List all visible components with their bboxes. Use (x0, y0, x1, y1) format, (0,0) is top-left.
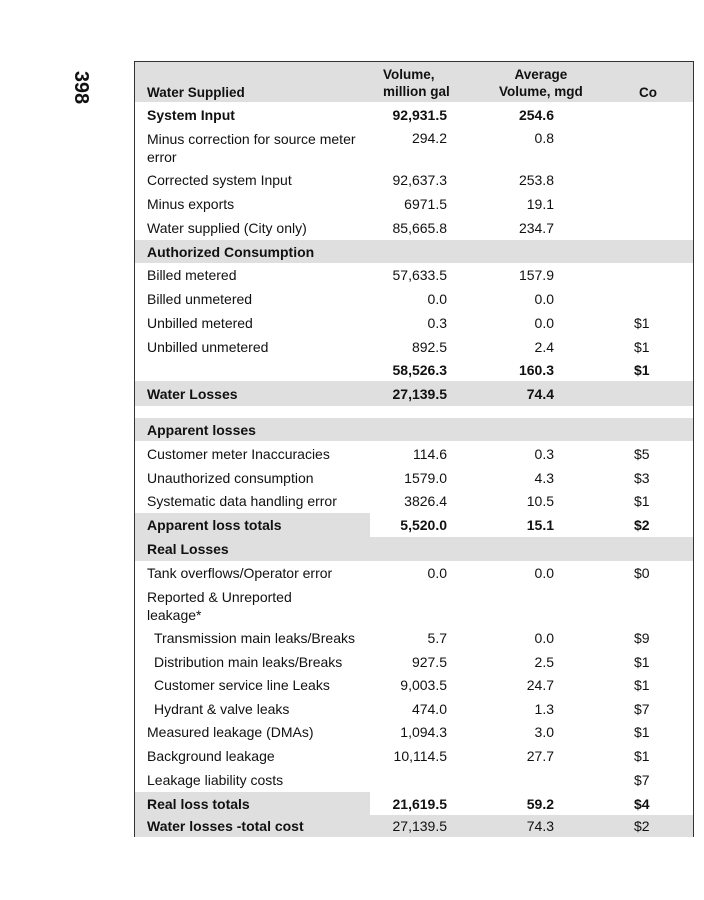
row-cost (634, 537, 704, 561)
table-row (135, 335, 693, 359)
row-volume: 474.0 (411, 701, 447, 717)
row-volume (371, 240, 447, 263)
row-label: System Input (147, 107, 235, 123)
table-row (135, 673, 693, 697)
row-cost: $2 (634, 517, 650, 533)
header-average-volume: Average Volume, mgd (499, 67, 583, 99)
row-volume: 927.5 (411, 654, 447, 670)
row-volume: 27,139.5 (392, 818, 447, 834)
row-cost (634, 418, 704, 441)
row-cost: $1 (634, 654, 650, 670)
section-header (135, 418, 693, 441)
row-avg: 19.1 (526, 196, 554, 212)
row-avg: 1.3 (534, 701, 554, 717)
row-cost: $7 (634, 772, 650, 788)
table-row (135, 768, 693, 792)
row-label: Billed unmetered (147, 291, 253, 307)
table-row (135, 561, 693, 585)
section-title: Authorized Consumption (147, 243, 315, 260)
row-label (147, 359, 372, 381)
table-row (135, 744, 693, 768)
row-label: Transmission main leaks/Breaks (154, 630, 355, 646)
row-cost: $7 (634, 701, 650, 717)
row-label: Minus correction for source meter error (147, 130, 356, 165)
row-volume (371, 585, 447, 626)
row-cost (634, 381, 704, 406)
row-label: Measured leakage (DMAs) (147, 724, 314, 740)
row-cost (634, 263, 704, 287)
row-avg: 157.9 (518, 267, 554, 283)
table-row (135, 626, 693, 650)
row-avg (491, 537, 554, 561)
row-avg (491, 768, 554, 792)
header-cost: Co (639, 85, 657, 100)
row-cost (634, 192, 704, 216)
row-avg: 0.0 (534, 315, 554, 331)
row-volume: 114.6 (413, 446, 447, 462)
row-label: Unbilled unmetered (147, 339, 269, 355)
row-volume: 6971.5 (404, 196, 447, 212)
row-cost: $1 (634, 677, 650, 693)
row-cost: $1 (634, 748, 650, 764)
row-label: Systematic data handling error (147, 493, 337, 509)
row-avg: 74.4 (526, 385, 554, 402)
row-volume: 3826.4 (404, 493, 447, 509)
row-volume (371, 537, 447, 561)
section-header (135, 240, 693, 263)
row-label: Reported & Unreported leakage* (147, 588, 292, 623)
row-volume: 0.3 (427, 315, 447, 331)
row-cost (634, 127, 704, 168)
row-avg: 0.3 (534, 446, 554, 462)
row-avg: 0.0 (534, 630, 554, 646)
row-avg: 59.2 (526, 795, 554, 812)
row-volume: 58,526.3 (392, 362, 447, 378)
row-cost: $4 (634, 795, 650, 812)
row-volume: 1,094.3 (400, 724, 447, 740)
row-cost (634, 240, 704, 263)
row-avg (491, 585, 554, 626)
row-cost (634, 168, 704, 192)
row-label: Tank overflows/Operator error (147, 565, 333, 581)
subtotal-row (135, 359, 693, 381)
row-label: Customer meter Inaccuracies (147, 446, 330, 462)
row-cost: $2 (634, 818, 650, 834)
row-avg: 10.5 (526, 493, 554, 509)
total-row (135, 513, 693, 537)
row-label: Background leakage (147, 748, 275, 764)
row-label: Billed metered (147, 267, 237, 283)
row-volume: 27,139.5 (392, 385, 447, 402)
row-label: Water losses -total cost (147, 818, 304, 834)
row-avg: 27.7 (526, 748, 554, 764)
row-volume: 0.0 (427, 565, 447, 581)
row-label: Leakage liability costs (147, 772, 284, 788)
row-avg: 24.7 (526, 677, 554, 693)
row-avg: 234.7 (518, 220, 554, 236)
row-cost: $5 (634, 446, 650, 462)
row-avg: 3.0 (534, 724, 554, 740)
row-label: Real loss totals (147, 795, 250, 812)
row-cost: $3 (634, 470, 650, 486)
row-cost (634, 287, 704, 311)
row-avg: 254.6 (518, 107, 554, 123)
row-volume: 21,619.5 (392, 795, 447, 812)
row-avg: 160.3 (518, 362, 554, 378)
table-row (135, 216, 693, 240)
row-cost: $9 (634, 630, 650, 646)
row-avg: 2.4 (534, 339, 554, 355)
row-avg: 253.8 (518, 172, 554, 188)
row-avg: 15.1 (526, 517, 554, 533)
row-avg: 0.0 (534, 291, 554, 307)
table-row (135, 585, 693, 626)
water-audit-table (134, 61, 694, 837)
table-row (135, 311, 693, 335)
row-cost: $0 (634, 565, 650, 581)
row-avg (491, 240, 554, 263)
row-volume: 57,633.5 (392, 267, 447, 283)
section-header (135, 537, 693, 561)
row-label: Apparent loss totals (147, 517, 282, 533)
row-volume: 5,520.0 (400, 517, 447, 533)
section-title: Real Losses (147, 541, 229, 557)
total-row (135, 792, 693, 815)
table-row (135, 466, 693, 490)
section-title: Water Losses (147, 385, 238, 402)
row-label: Unbilled metered (147, 315, 253, 331)
table-row (135, 650, 693, 674)
row-avg (491, 418, 554, 441)
table-row (135, 103, 693, 127)
table-row (135, 697, 693, 721)
row-cost: $1 (634, 493, 650, 509)
row-cost: $1 (634, 339, 650, 355)
row-volume: 0.0 (427, 291, 447, 307)
row-volume: 85,665.8 (392, 220, 447, 236)
header-volume: Volume, million gal (383, 67, 450, 99)
row-volume: 9,003.5 (400, 677, 447, 693)
row-avg: 2.5 (534, 654, 554, 670)
section-title: Apparent losses (147, 421, 256, 438)
row-volume: 1579.0 (404, 470, 447, 486)
row-avg: 4.3 (534, 470, 554, 486)
row-cost (634, 103, 704, 127)
row-label: Hydrant & valve leaks (154, 701, 290, 717)
table-row (135, 168, 693, 192)
row-cost (634, 216, 704, 240)
page-number: 398 (70, 70, 93, 104)
row-cost (634, 585, 704, 626)
header-water-supplied: Water Supplied (147, 85, 245, 100)
row-label: Minus exports (147, 196, 235, 212)
row-label: Unauthorized consumption (147, 470, 314, 486)
total-row (135, 815, 693, 837)
section-header (135, 381, 693, 406)
table-row (135, 192, 693, 216)
row-label: Customer service line Leaks (154, 677, 330, 693)
table-row (135, 127, 693, 168)
row-label: Distribution main leaks/Breaks (154, 654, 343, 670)
row-volume (371, 768, 447, 792)
row-cost: $1 (634, 724, 650, 740)
row-cost: $1 (634, 315, 650, 331)
table-row (135, 263, 693, 287)
row-avg: 0.0 (534, 565, 554, 581)
table-row (135, 720, 693, 744)
row-avg: 74.3 (526, 818, 554, 834)
row-volume: 92,637.3 (392, 172, 447, 188)
table-row (135, 489, 693, 513)
table-row (135, 442, 693, 466)
row-volume (371, 418, 447, 441)
row-label: Water supplied (City only) (147, 220, 307, 236)
row-volume: 92,931.5 (392, 107, 447, 123)
row-volume: 892.5 (411, 339, 447, 355)
row-avg: 0.8 (534, 130, 554, 146)
table-header (135, 62, 693, 102)
table-row (135, 287, 693, 311)
row-cost: $1 (634, 362, 650, 378)
row-volume: 5.7 (427, 630, 447, 646)
row-label: Corrected system Input (147, 172, 292, 188)
row-volume: 294.2 (411, 130, 447, 146)
row-volume: 10,114.5 (393, 748, 447, 764)
